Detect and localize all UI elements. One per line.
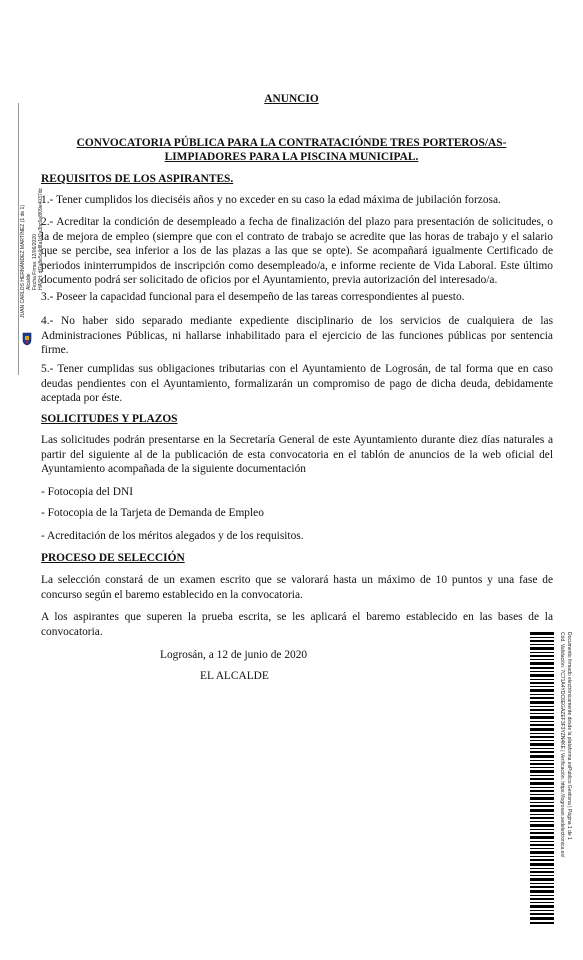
requisito-item-5: 5.- Tener cumplidas sus obligaciones tributarias con el Ayuntamiento de Logrosán, de tal forma que en caso deudas pendientes con el Ayuntamiento, formalizarán un compromiso de pago de dicha deuda, debidamente aceptada por éste. bbox=[41, 363, 553, 405]
signer-title: EL ALCALDE bbox=[200, 670, 269, 682]
document-list-item-dni: - Fotocopia del DNI bbox=[41, 486, 134, 498]
margin-signer-name: JUAN CARLOS HERNÁNDEZ MARTÍNEZ (1 de 1) bbox=[20, 205, 26, 318]
requisito-item-4: 4.- No haber sido separado mediante expediente disciplinario de los servicios de cualquiera de las Administraciones Públicas, ni hallarse inhabilitado para el ejercicio de las funciones públicas por sentencia firme. bbox=[41, 315, 553, 357]
margin-hash: HASH: df7a8e5c4d8a1d2a3bc6e8f09e4037dc bbox=[38, 187, 44, 290]
requisito-item-2: 2.- Acreditar la condición de desempleado a fecha de finalización del plazo para presentación de solicitudes, o la de mejora de empleo (siempre que con el contrato de trabajo se acredite que las horas de trabajo y el salario que se percibe, sea inferior a los de las plazas a las que se opte). Se acompañará igualmente Certificado de periodos ininterrumpidos de inscripción como desempleado/a, e informe reciente de Vida Laboral. Este último documento podrá ser solicitado de oficios por el Ayuntamiento, previa autorización del interesado/a. bbox=[41, 216, 553, 287]
section-heading-requisitos: REQUISITOS DE LOS ASPIRANTES. bbox=[41, 173, 234, 185]
margin-platform-note: Documento firmado electrónicamente desde la plataforma esPublico Gestiona | Página 1 de 1 bbox=[566, 632, 572, 840]
barcode-icon bbox=[530, 632, 554, 924]
document-subtitle-line-2: LIMPIADORES PARA LA PISCINA MUNICIPAL. bbox=[164, 151, 419, 163]
margin-divider bbox=[18, 103, 19, 375]
document-subtitle-line-1: CONVOCATORIA PÚBLICA PARA LA CONTRATACIÓNDE TRES PORTEROS/AS- bbox=[76, 137, 507, 149]
solicitudes-intro: Las solicitudes podrán presentarse en la Secretaría General de este Ayuntamiento durante diez días naturales a partir del siguiente al de la publicación de esta convocatoria en el tablón de anuncios de la web oficial del Ayuntamiento acompañada de la siguiente documentación bbox=[41, 434, 553, 476]
proceso-paragraph-2: A los aspirantes que superen la prueba escrita, se les aplicará el baremo establecido en las bases de la convocatoria. bbox=[41, 611, 553, 638]
section-heading-proceso: PROCESO DE SELECCIÓN bbox=[41, 552, 185, 564]
municipal-seal-icon bbox=[22, 332, 32, 346]
margin-signer-role: Alcalde bbox=[26, 273, 32, 290]
margin-sign-date: Fecha Firma: 12/06/2020 bbox=[32, 234, 38, 290]
requisito-item-3: 3.- Poseer la capacidad funcional para el desempeño de las tareas correspondientes al puesto. bbox=[41, 291, 465, 303]
requisito-item-1: 1.- Tener cumplidos los dieciséis años y no exceder en su caso la edad máxima de jubilación forzosa. bbox=[41, 194, 501, 206]
document-list-item-meritos: - Acreditación de los méritos alegados y de los requisitos. bbox=[41, 530, 304, 542]
section-heading-solicitudes: SOLICITUDES Y PLAZOS bbox=[41, 413, 178, 425]
place-date: Logrosán, a 12 de junio de 2020 bbox=[160, 649, 308, 661]
proceso-paragraph-1: La selección constará de un examen escrito que se valorará hasta un máximo de 10 puntos y una fase de concurso según el baremo establecido en la convocatoria. bbox=[41, 574, 553, 601]
document-list-item-tarjeta: - Fotocopia de la Tarjeta de Demanda de Empleo bbox=[41, 507, 264, 519]
margin-validation-code: Cód. Validación: 7C71A4YDC6EGAZEF3F3YZN4KE | Verificación: https://logrosan.sedelectronica.es/ bbox=[559, 632, 565, 858]
document-title: ANUNCIO bbox=[264, 93, 319, 105]
